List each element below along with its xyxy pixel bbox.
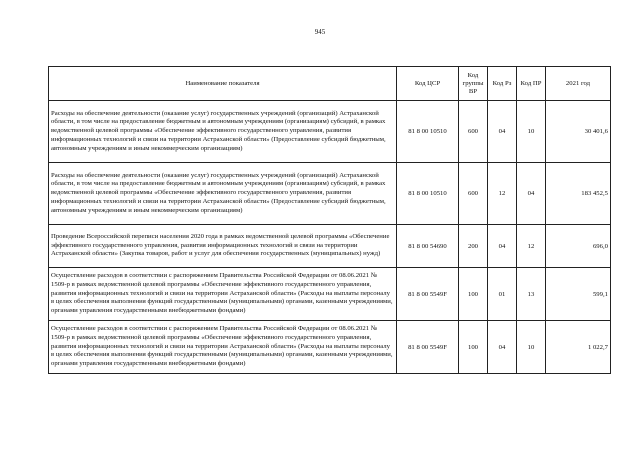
row-csr: 81 8 00 54690: [397, 225, 459, 268]
row-name: Расходы на обеспечение деятельности (оказание услуг) государственных учреждений (организаций) Астраханской области, в том числе на предоставление бюджетным и автономным учреждениям (организациям) субсидий, в рамках ведомственной целевой программы «Обеспечение эффективного государственного управления, развития информационных технологий и связи на территории Астраханской области» (Предоставление субсидий бюджетным, автономным учреждениям и иным некоммерческим организациям): [49, 163, 397, 225]
row-pr: 10: [517, 321, 546, 374]
row-rz: 12: [488, 163, 517, 225]
table-row: [49, 101, 611, 163]
header-vr: Код группы ВР: [459, 67, 488, 101]
row-pr: 10: [517, 101, 546, 163]
table-row: [49, 268, 611, 321]
row-amount: 599,1: [546, 268, 611, 321]
row-vr: 600: [459, 101, 488, 163]
row-name: Осуществление расходов в соответствии с распоряжением Правительства Российской Федерации от 08.06.2021 № 1509-р в рамках ведомственной целевой программы «Обеспечение эффективного государственного управления, развития информационных технологий и связи на территории Астраханской области» (Расходы на выплаты персоналу в целях обеспечения выполнения функций государственными (муниципальными) органами, казенными учреждениями, органами управления государственными внебюджетными фондами): [49, 321, 397, 374]
row-rz: 04: [488, 101, 517, 163]
row-amount: 183 452,5: [546, 163, 611, 225]
row-amount: 30 401,6: [546, 101, 611, 163]
row-rz: 01: [488, 268, 517, 321]
row-vr: 100: [459, 321, 488, 374]
row-csr: 81 8 00 5549F: [397, 268, 459, 321]
header-name: Наименование показателя: [49, 67, 397, 101]
row-name: Осуществление расходов в соответствии с распоряжением Правительства Российской Федерации от 08.06.2021 № 1509-р в рамках ведомственной целевой программы «Обеспечение эффективного государственного управления, развития информационных технологий и связи на территории Астраханской области» (Расходы на выплаты персоналу в целях обеспечения выполнения функций государственными (муниципальными) органами, казенными учреждениями, органами управления государственными внебюджетными фондами): [49, 268, 397, 321]
header-rz: Код Рз: [488, 67, 517, 101]
row-name: Расходы на обеспечение деятельности (оказание услуг) государственных учреждений (организаций) Астраханской области, в том числе на предоставление бюджетным и автономным учреждениям (организациям) субсидий, в рамках ведомственной целевой программы «Обеспечение эффективного государственного управления, развития информационных технологий и связи на территории Астраханской области» (Предоставление субсидий бюджетным, автономным учреждениям и иным некоммерческим организациям): [49, 101, 397, 163]
header-amount: 2021 год: [546, 67, 611, 101]
row-pr: 04: [517, 163, 546, 225]
row-csr: 81 8 00 5549F: [397, 321, 459, 374]
page-number: 945: [314, 28, 326, 36]
table-row: [49, 225, 611, 268]
row-name: Проведение Всероссийской переписи населения 2020 года в рамках ведомственной целевой программы «Обеспечение эффективного государственного управления, развития информационных технологий и связи на территории Астраханской области» (Закупка товаров, работ и услуг для обеспечения государственных (муниципальных) нужд): [49, 225, 397, 268]
row-rz: 04: [488, 321, 517, 374]
header-csr: Код ЦСР: [397, 67, 459, 101]
row-vr: 600: [459, 163, 488, 225]
row-rz: 04: [488, 225, 517, 268]
row-vr: 100: [459, 268, 488, 321]
table-header-row: [49, 67, 611, 101]
budget-table: [48, 66, 611, 374]
row-amount: 696,0: [546, 225, 611, 268]
row-amount: 1 022,7: [546, 321, 611, 374]
row-pr: 13: [517, 268, 546, 321]
table-row: [49, 321, 611, 374]
row-pr: 12: [517, 225, 546, 268]
row-csr: 81 8 00 10510: [397, 163, 459, 225]
row-csr: 81 8 00 10510: [397, 101, 459, 163]
header-pr: Код ПР: [517, 67, 546, 101]
row-vr: 200: [459, 225, 488, 268]
table-row: [49, 163, 611, 225]
